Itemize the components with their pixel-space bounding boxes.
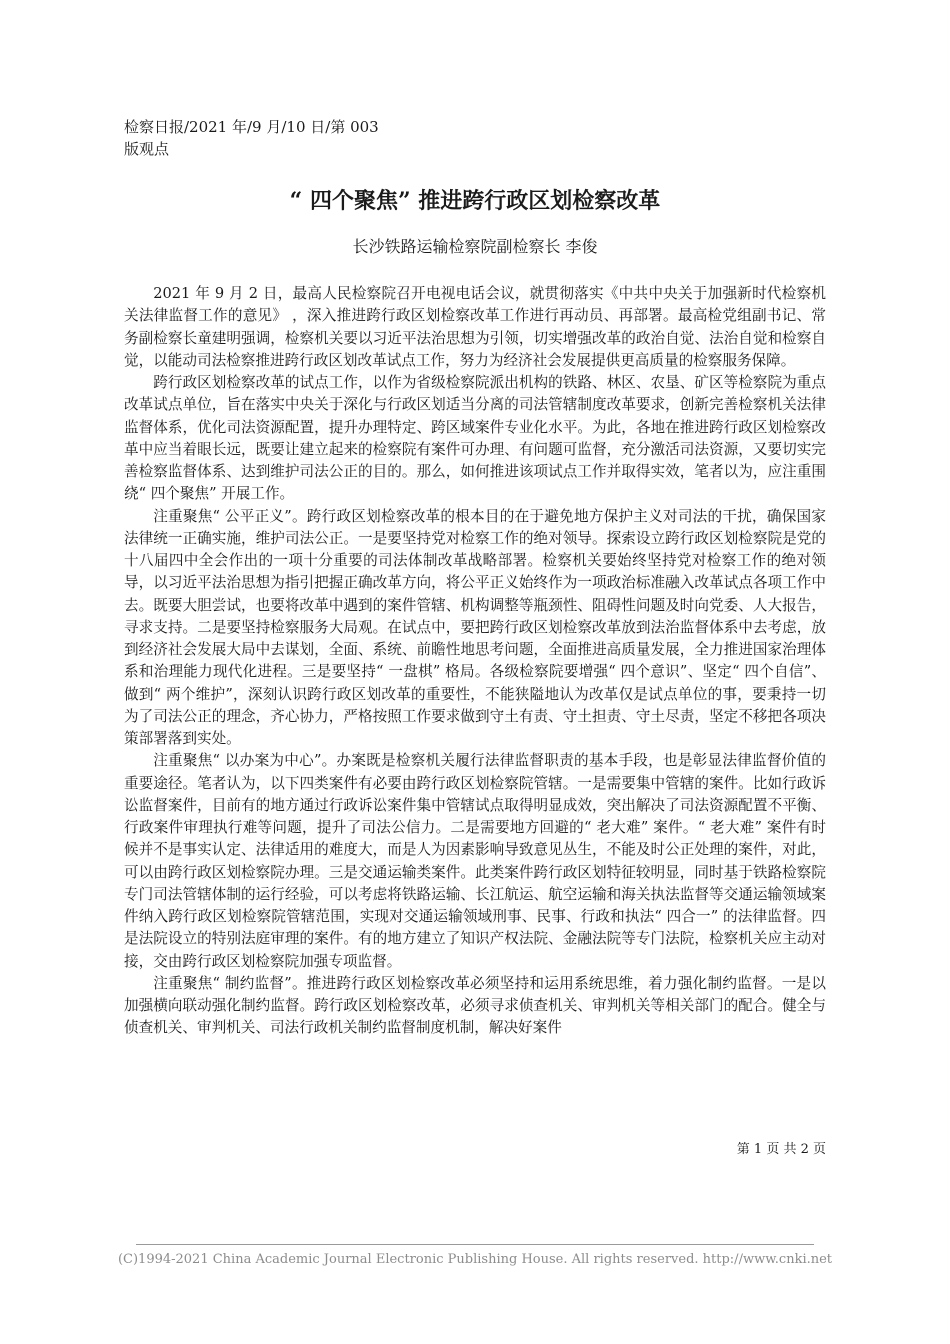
paragraph: 注重聚焦“ 制约监督”。推进跨行政区划检察改革必须坚持和运用系统思维，着力强化制约监督。一是以加强横向联动强化制约监督。跨行政区划检察改革，必须寻求侦查机关、审判机关等相关部门的配合。健全与侦查机关、审判机关、司法行政机关制约监督制度机制，解决好案件	[124, 974, 826, 1037]
paragraph: 注重聚焦“ 公平正义”。跨行政区划检察改革的根本目的在于避免地方保护主义对司法的干扰，确保国家法律统一正确实施，维护司法公正。一是要坚持党对检察工作的绝对领导。探索设立跨行政区划检察院是党的十八届四中全会作出的一项十分重要的司法体制改革战略部署。检察机关要始终坚持党对检察工作的绝对领导，以习近平法治思想为指引把握正确改革方向，将公平正义始终作为一项政治标准融入改革试点各项工作中去。既要大胆尝试，也要将改革中遇到的案件管辖、机构调整等瓶颈性、阻碍性问题及时向党委、人大报告，寻求支持。二是要坚持检察服务大局观。在试点中，要把跨行政区划检察改革放到法治监督体系中去考虑，放到经济社会发展大局中去谋划，全面、系统、前瞻性地思考问题，全面推进高质量发展，全力推进国家治理体系和治理能力现代化进程。三是要坚持“ 一盘棋” 格局。各级检察院要增强“ 四个意识”、坚定“ 四个自信”、做到“ 两个维护”，深刻认识跨行政区划改革的重要性，不能狭隘地认为改革仅是试点单位的事，要秉持一切为了司法公正的理念，齐心协力，严格按照工作要求做到守土有责、守土担责、守土尽责，坚定不移把各项决策部署落到实处。	[124, 507, 826, 747]
footer-divider	[136, 1244, 814, 1245]
article-body	[124, 283, 826, 1040]
section-line: 版观点	[124, 140, 170, 158]
source-header	[124, 116, 824, 160]
author-byline: 长沙铁路运输检察院副检察长 李俊	[352, 237, 598, 256]
paragraph: 注重聚焦“ 以办案为中心”。办案既是检察机关履行法律监督职责的基本手段，也是彰显法律监督价值的重要途径。笔者认为，以下四类案件有必要由跨行政区划检察院管辖。一是需要集中管辖的案件。比如行政诉讼监督案件，目前有的地方通过行政诉讼案件集中管辖试点取得明显成效，突出解决了司法资源配置不平衡、行政案件审理执行难等问题，提升了司法公信力。二是需要地方回避的“ 老大难” 案件。“ 老大难” 案件有时候并不是事实认定、法律适用的难度大，而是人为因素影响导致意见丛生，不能及时公正处理的案件，对此，可以由跨行政区划检察院办理。三是交通运输类案件。此类案件跨行政区划特征较明显，同时基于铁路检察院专门司法管辖体制的运行经验，可以考虑将铁路运输、长江航运、航空运输和海关执法监督等交通运输领域案件纳入跨行政区划检察院管辖范围，实现对交通运输领域刑事、民事、行政和执法“ 四合一” 的法律监督。四是法院设立的特别法庭审理的案件。有的地方建立了知识产权法院、金融法院等专门法院，检察机关应主动对接，交由跨行政区划检察院加强专项监督。	[124, 752, 826, 970]
source-line: 检察日报/2021 年/9 月/10 日/第 003	[124, 118, 379, 136]
copyright-notice: (C)1994-2021 China Academic Journal Electronic Publishing House. All rights reserved. http://www.cnki.net	[117, 1252, 833, 1267]
page-number: 第 1 页 共 2 页	[736, 1142, 826, 1157]
paragraph: 跨行政区划检察改革的试点工作，以作为省级检察院派出机构的铁路、林区、农垦、矿区等检察院为重点改革试点单位，旨在落实中央关于深化与行政区划适当分离的司法管辖制度改革要求，创新完善检察机关法律监督体系，优化司法资源配置，提升办理特定、跨区域案件专业化水平。为此，各地在推进跨行政区划检察改革中应当着眼长远，既要让建立起来的检察院有案件可办理、有问题可监督，充分激活司法资源，又要切实完善检察监督体系、达到维护司法公正的目的。那么，如何推进该项试点工作并取得实效，笔者以为，应注重围绕“ 四个聚焦” 开展工作。	[124, 374, 826, 503]
article-title: “ 四个聚焦” 推进跨行政区划检察改革	[289, 188, 661, 214]
paragraph: 2021 年 9 月 2 日，最高人民检察院召开电视电话会议，就贯彻落实《中共中央关于加强新时代检察机关法律监督工作的意见》 ，深入推进跨行政区划检察改革工作进行再动员、再部署。最高检党组副书记、常务副检察长童建明强调，检察机关要以习近平法治思想为引领，切实增强改革的政治自觉、法治自觉和检察自觉，以能动司法检察推进跨行政区划改革试点工作，努力为经济社会发展提供更高质量的检察服务保障。	[124, 285, 826, 369]
